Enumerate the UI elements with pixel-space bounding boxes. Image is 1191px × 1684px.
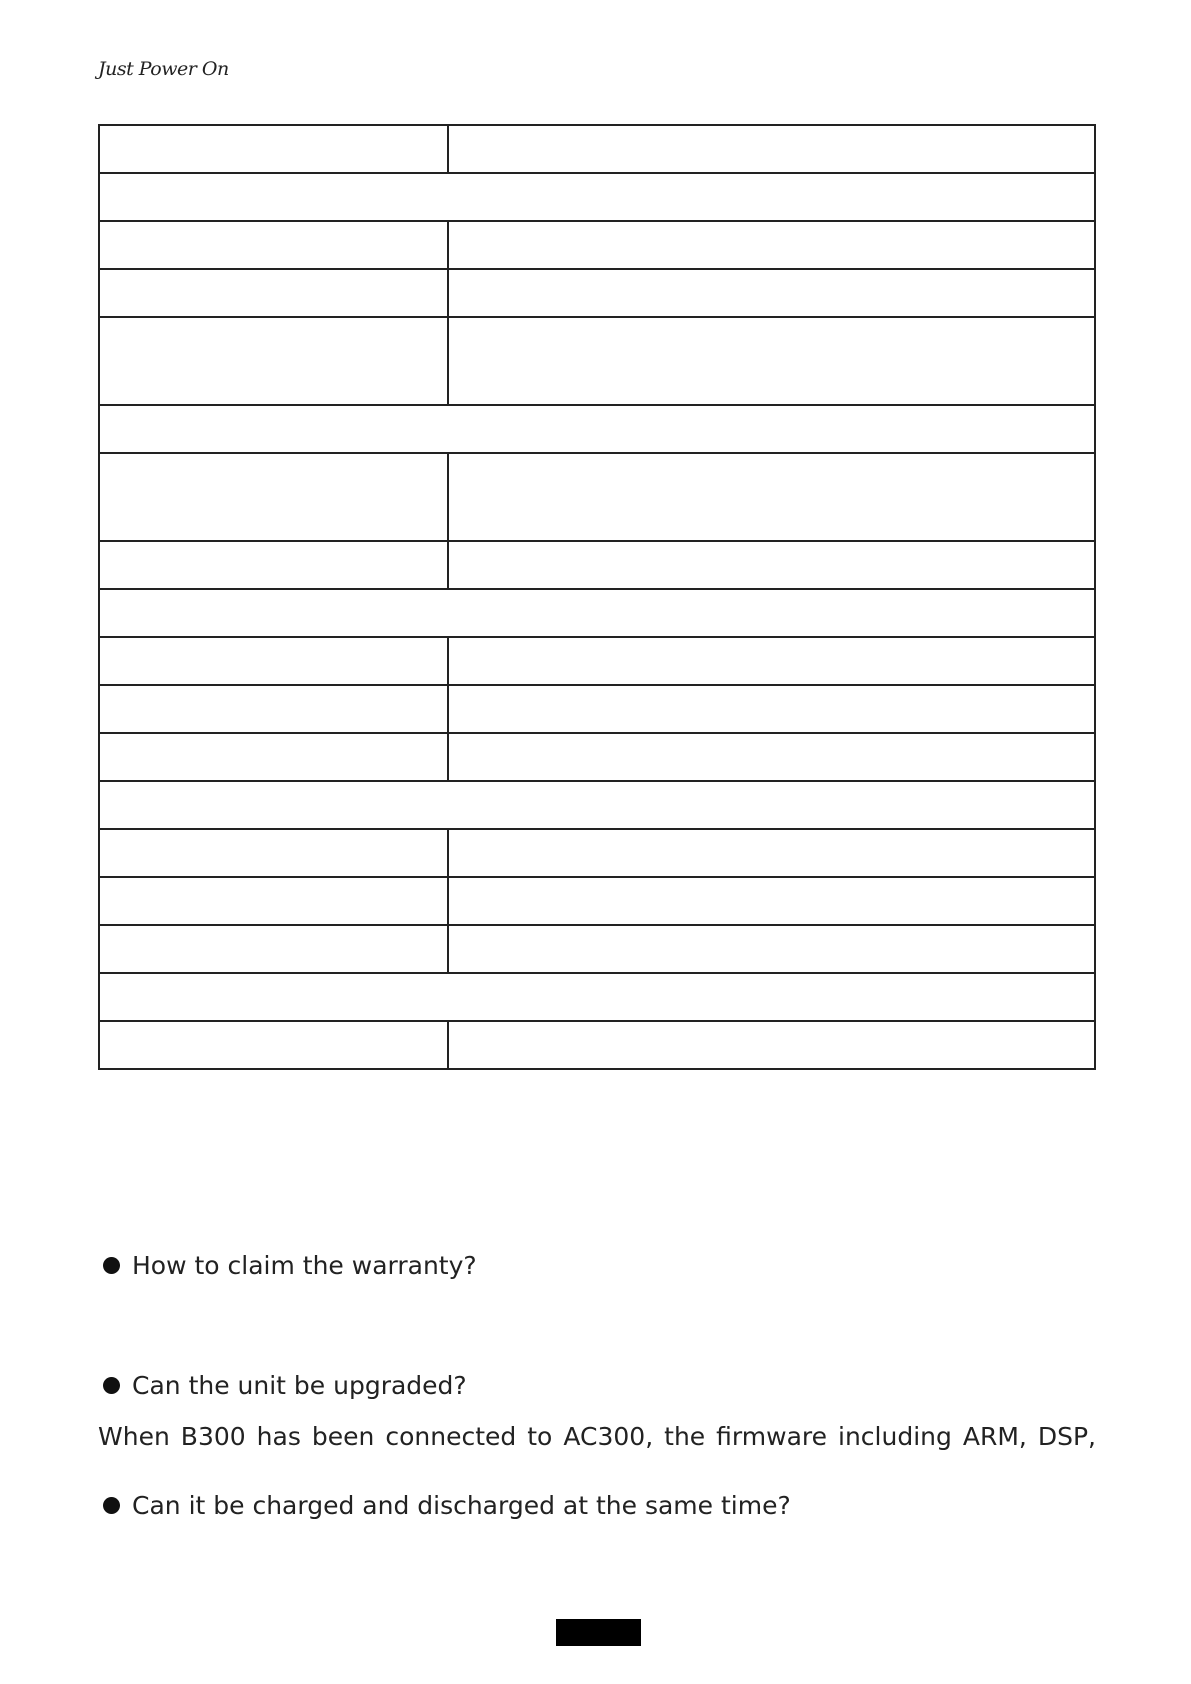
- spec-label-cell: [99, 453, 448, 541]
- spec-value-cell: [448, 1021, 1095, 1069]
- table-row: [99, 1021, 1095, 1069]
- spec-value-cell: [448, 221, 1095, 269]
- table-row: [99, 733, 1095, 781]
- table-row: [99, 637, 1095, 685]
- table-section-row: [99, 973, 1095, 1021]
- table-row: [99, 829, 1095, 877]
- spec-value-cell: [448, 317, 1095, 405]
- table-section-row: [99, 589, 1095, 637]
- table-row: [99, 269, 1095, 317]
- table-row: [99, 925, 1095, 973]
- bullet-icon: [103, 1497, 120, 1514]
- spec-table: [98, 124, 1096, 1070]
- spec-value-cell: [448, 637, 1095, 685]
- table-row: [99, 877, 1095, 925]
- spec-label-cell: [99, 925, 448, 973]
- table-row: [99, 221, 1095, 269]
- spec-label-cell: [99, 877, 448, 925]
- section-header-cell: [99, 405, 1095, 453]
- spec-label-cell: [99, 221, 448, 269]
- spec-value-cell: [448, 125, 1095, 173]
- faq-answer-upgrade: When B300 has been connected to AC300, the firmware including ARM, DSP,: [98, 1422, 1096, 1451]
- section-header-cell: [99, 973, 1095, 1021]
- spec-value-cell: [448, 269, 1095, 317]
- spec-label-cell: [99, 317, 448, 405]
- faq-question-upgrade: [98, 1371, 467, 1400]
- page-number-box: [556, 1619, 641, 1646]
- spec-label-cell: [99, 269, 448, 317]
- spec-label-cell: [99, 1021, 448, 1069]
- spec-value-cell: [448, 541, 1095, 589]
- spec-value-cell: [448, 453, 1095, 541]
- section-header-cell: [99, 781, 1095, 829]
- spec-value-cell: [448, 877, 1095, 925]
- faq-question-text: Can it be charged and discharged at the same time?: [132, 1491, 791, 1520]
- bullet-icon: [103, 1257, 120, 1274]
- spec-label-cell: [99, 685, 448, 733]
- table-row: [99, 125, 1095, 173]
- table-row: [99, 685, 1095, 733]
- spec-label-cell: [99, 125, 448, 173]
- spec-label-cell: [99, 637, 448, 685]
- table-row: [99, 541, 1095, 589]
- spec-value-cell: [448, 829, 1095, 877]
- brand-tagline: Just Power On: [98, 58, 229, 80]
- faq-question-warranty: [98, 1251, 477, 1280]
- table-section-row: [99, 781, 1095, 829]
- faq-question-text: Can the unit be upgraded?: [132, 1371, 467, 1400]
- table-row: [99, 453, 1095, 541]
- table-section-row: [99, 173, 1095, 221]
- faq-question-text: How to claim the warranty?: [132, 1251, 477, 1280]
- spec-value-cell: [448, 925, 1095, 973]
- spec-value-cell: [448, 685, 1095, 733]
- spec-label-cell: [99, 829, 448, 877]
- table-section-row: [99, 405, 1095, 453]
- section-header-cell: [99, 589, 1095, 637]
- section-header-cell: [99, 173, 1095, 221]
- table-row: [99, 317, 1095, 405]
- spec-label-cell: [99, 541, 448, 589]
- spec-value-cell: [448, 733, 1095, 781]
- faq-question-charge-discharge: [98, 1491, 791, 1520]
- spec-label-cell: [99, 733, 448, 781]
- bullet-icon: [103, 1377, 120, 1394]
